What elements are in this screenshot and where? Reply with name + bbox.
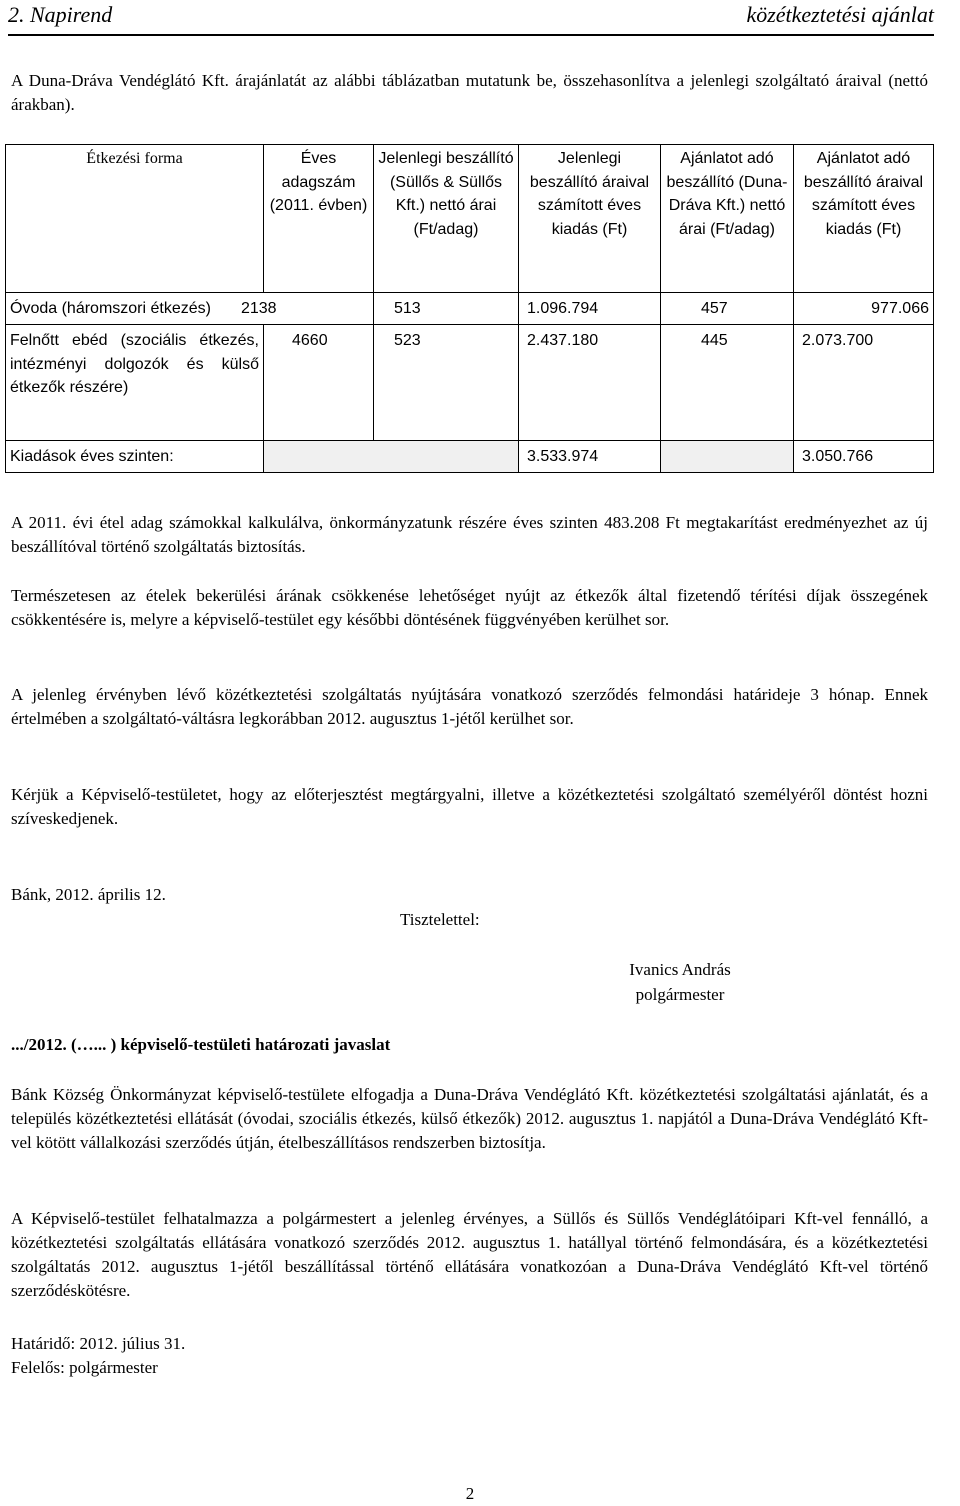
cell-offer-annual-cost: 2.073.700	[794, 325, 934, 441]
row-label: Felnőtt ebéd (szociális étkezés, intézményi dolgozók és külső étkezők részére)	[6, 325, 264, 441]
header-offer-price: Ajánlatot adó beszállító (Duna-Dráva Kft.) nettó árai (Ft/adag)	[661, 145, 794, 293]
deadline: Határidő: 2012. július 31.	[11, 1334, 186, 1353]
request-paragraph: Kérjük a Képviselő-testületet, hogy az előterjesztést megtárgyalni, illetve a közétkeztetési szolgáltató személyéről döntést hozni szíveskedjenek.	[11, 785, 928, 828]
header-annual-portions: Éves adagszám (2011. évben)	[264, 145, 374, 293]
total-current-annual-cost: 3.533.974	[519, 441, 661, 473]
cell-current-price: 523	[374, 325, 519, 441]
price-comparison-table	[5, 144, 934, 473]
total-offer-annual-cost: 3.050.766	[794, 441, 934, 473]
table-row	[6, 293, 934, 325]
resolution-paragraph-1: Bánk Község Önkormányzat képviselő-testülete elfogadja a Duna-Dráva Vendéglátó Kft. közétkeztetési szolgáltatási ajánlatát, és a település közétkeztetési ellátását (óvodai, szociális étkezés, külső étkezők) 2012. augusztus 1. napjától a Duna-Dráva Vendéglátó Kft-vel kötött vállalkozási szerződés útján, ételbeszállításos rendszerben biztosítja.	[11, 1085, 928, 1152]
fee-reduction-paragraph: Természetesen az ételek bekerülési árának csökkenése lehetőséget nyújt az étkezők által fizetendő térítési díjak összegének csökkentésére is, melyre a képviselő-testület egy későbbi döntésének függvényében kerülhet sor.	[11, 586, 928, 629]
page-number: 2	[465, 1484, 475, 1503]
total-empty-cell	[661, 441, 794, 473]
cell-offer-price: 445	[661, 325, 794, 441]
page-header	[8, 0, 934, 36]
greeting: Tisztelettel:	[400, 910, 480, 929]
header-current-annual-cost: Jelenlegi beszállító áraival számított éves kiadás (Ft)	[519, 145, 661, 293]
cell-offer-annual-cost: 977.066	[794, 293, 934, 325]
signer-name: Ivanics András	[629, 960, 731, 979]
total-label: Kiadások éves szinten:	[6, 441, 264, 473]
table-total-row	[6, 441, 934, 473]
cell-current-price: 513	[374, 293, 519, 325]
header-offer-annual-cost: Ajánlatot adó beszállító áraival számított éves kiadás (Ft)	[794, 145, 934, 293]
cell-current-annual-cost: 1.096.794	[519, 293, 661, 325]
intro-paragraph: A Duna-Dráva Vendéglátó Kft. árajánlatát az alábbi táblázatban mutatunk be, összehasonlítva a jelenlegi szolgáltató áraival (nettó árakban).	[11, 71, 928, 114]
savings-paragraph: A 2011. évi étel adag számokkal kalkulálva, önkormányzatunk részére éves szinten 483.208 Ft megtakarítást eredményezhet az új beszállítóval történő szolgáltatás biztosítás.	[11, 513, 928, 556]
resolution-title: .../2012. (…... ) képviselő-testületi határozati javaslat	[11, 1035, 391, 1054]
header-meal-type: Étkezési forma	[6, 145, 264, 293]
place-date: Bánk, 2012. április 12.	[11, 885, 166, 904]
total-empty-cell	[264, 441, 519, 473]
contract-termination-paragraph: A jelenleg érvényben lévő közétkeztetési szolgáltatás nyújtására vonatkozó szerződés felmondási határideje 3 hónap. Ennek értelmében a szolgáltató-váltásra legkorábban 2012. augusztus 1-jétől kerülhet sor.	[11, 685, 928, 728]
row-label: Óvoda (háromszori étkezés) 2138	[6, 293, 374, 325]
cell-current-annual-cost: 2.437.180	[519, 325, 661, 441]
signer-title: polgármester	[635, 985, 725, 1004]
header-topic: közétkeztetési ajánlat	[746, 2, 934, 27]
header-agenda-item: 2. Napirend	[8, 2, 113, 27]
cell-portions: 2138	[240, 300, 277, 317]
table-row	[6, 325, 934, 441]
cell-portions: 4660	[264, 325, 374, 441]
header-current-price: Jelenlegi beszállító (Süllős & Süllős Kft.) nettó árai (Ft/adag)	[374, 145, 519, 293]
resolution-paragraph-2: A Képviselő-testület felhatalmazza a polgármestert a jelenleg érvényes, a Süllős és Süllős Vendéglátóipari Kft-vel fennálló, a közétkeztetési szolgáltatás ellátására vonatkozó szerződés 2012. augusztus 1. hatállyal történő felmondására, és a közétkeztetési szolgáltatás 2012. augusztus 1-jétől beszállítással történő ellátására vonatkozóan a Duna-Dráva Vendéglátó Kft-vel történő szerződéskötésre.	[11, 1209, 928, 1300]
table-header-row	[6, 145, 934, 293]
responsible: Felelős: polgármester	[11, 1358, 158, 1377]
cell-offer-price: 457	[661, 293, 794, 325]
